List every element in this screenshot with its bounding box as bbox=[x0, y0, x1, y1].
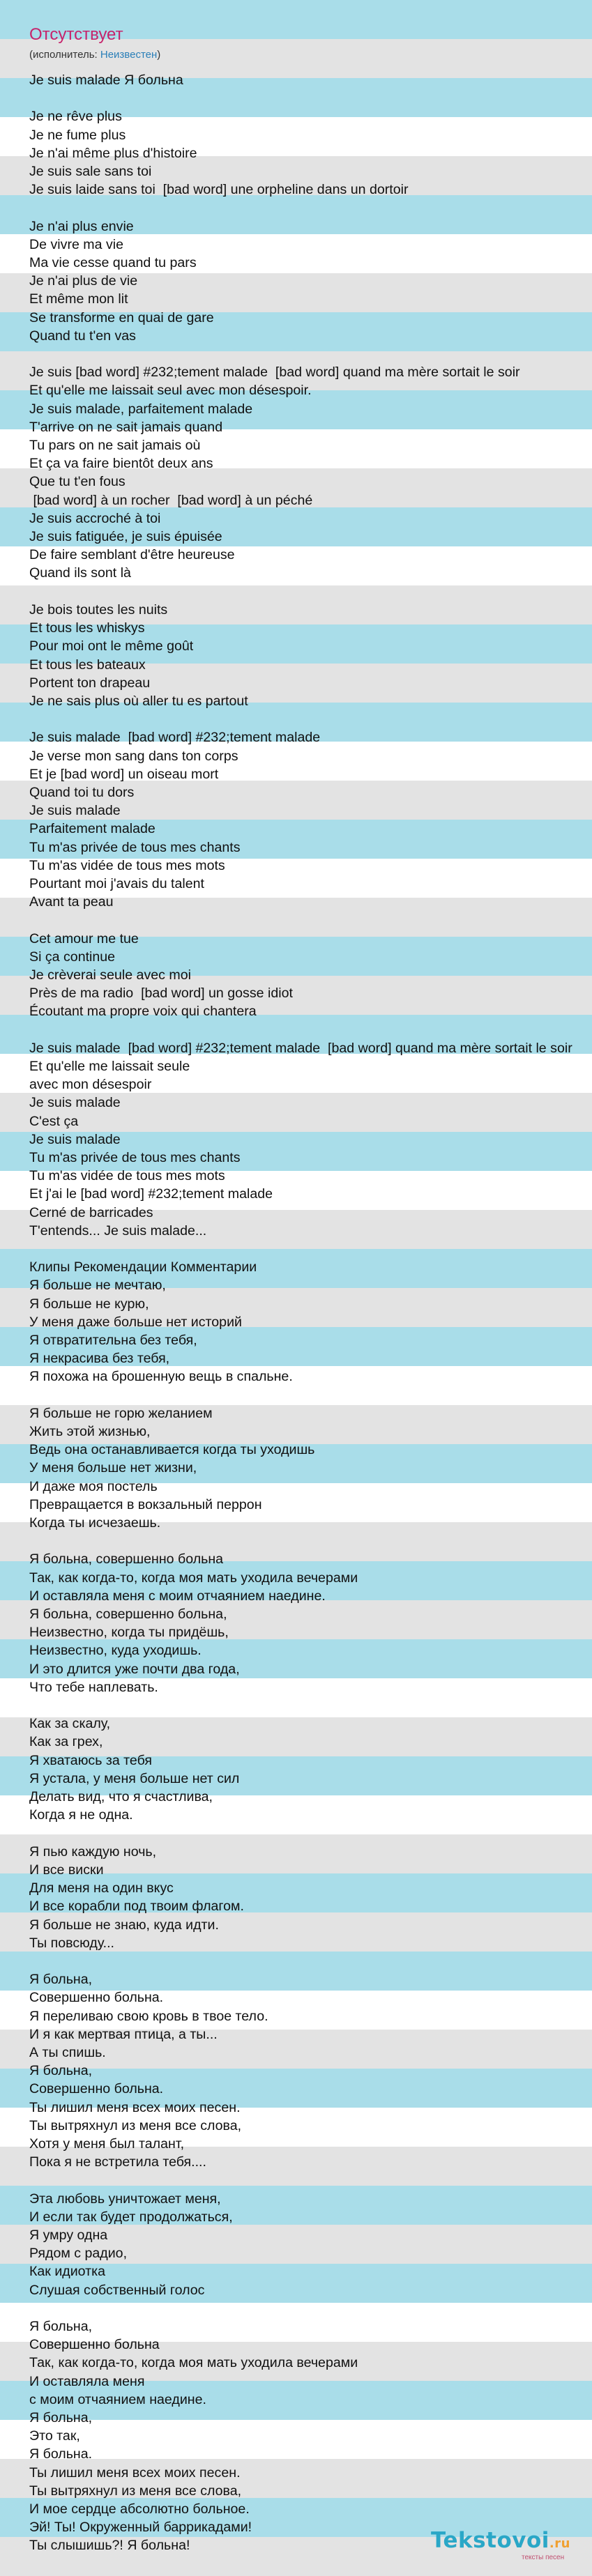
lyrics-line: И это длится уже почти два года, bbox=[29, 1661, 240, 1677]
lyrics-line: Неизвестно, куда уходишь. bbox=[29, 1643, 202, 1659]
lyrics-line: Превращается в вокзальный перрон bbox=[29, 1496, 262, 1512]
lyrics-blank-line bbox=[29, 1532, 587, 1550]
lyrics-line: Et j'ai le [bad word] #232;tement malade bbox=[29, 1186, 273, 1202]
lyrics-line: И даже моя постель bbox=[29, 1478, 158, 1494]
lyrics-line: Je suis accroché à toi bbox=[29, 510, 161, 526]
lyrics-line: Et je [bad word] un oiseau mort bbox=[29, 766, 219, 782]
lyrics-line: Je suis malade [bad word] #232;tement malade bbox=[29, 730, 321, 746]
lyrics-line: Это так, bbox=[29, 2428, 80, 2444]
lyrics-line: Ma vie cesse quand tu pars bbox=[29, 255, 197, 271]
lyrics-line: Клипы Рекомендации Комментарии bbox=[29, 1259, 257, 1275]
lyrics-line: Я отвратительна без тебя, bbox=[29, 1333, 197, 1349]
lyrics-line: avec mon désespoir bbox=[29, 1077, 152, 1093]
artist-prefix: (исполнитель: bbox=[29, 49, 100, 61]
lyrics-line: Я больше не курю, bbox=[29, 1296, 149, 1312]
logo-tld: .ru bbox=[549, 2536, 570, 2551]
lyrics-line: И оставляла меня с моим отчаянием наедине. bbox=[29, 1588, 326, 1604]
lyrics-line: Я больна. bbox=[29, 2446, 93, 2462]
lyrics-line: Je suis [bad word] #232;tement malade [bad word] quand ma mère sortait le soir bbox=[29, 365, 520, 381]
lyrics-line: Что тебе наплевать. bbox=[29, 1679, 158, 1695]
lyrics-line: И оставляла меня bbox=[29, 2373, 145, 2389]
lyrics-line: T'arrive on ne sait jamais quand bbox=[29, 419, 223, 435]
lyrics-blank-line bbox=[29, 345, 587, 363]
lyrics-line: Je suis laide sans toi [bad word] une orpheline dans un dortoir bbox=[29, 182, 409, 198]
lyrics-line: И все корабли под твоим флагом. bbox=[29, 1899, 244, 1915]
lyrics-blank-line bbox=[29, 710, 587, 728]
lyrics-line: Я больше не знаю, куда идти. bbox=[29, 1917, 219, 1933]
lyrics-line: Parfaitement malade bbox=[29, 821, 155, 837]
lyrics-line: Для меня на один вкус bbox=[29, 1880, 174, 1896]
lyrics-blank-line bbox=[29, 1952, 587, 1970]
lyrics-line: Et même mon lit bbox=[29, 291, 128, 307]
lyrics-line: Que tu t'en fous bbox=[29, 474, 126, 490]
lyrics-line: Pourtant moi j'avais du talent bbox=[29, 875, 204, 891]
lyrics-line: Cet amour me tue bbox=[29, 930, 139, 946]
artist-link[interactable]: Неизвестен bbox=[100, 49, 158, 61]
lyrics-line: Я больна, совершенно больна, bbox=[29, 1607, 227, 1623]
lyrics-line: И я как мертвая птица, а ты... bbox=[29, 2026, 218, 2042]
lyrics-blank-line bbox=[29, 911, 587, 929]
lyrics-line: Эй! Ты! Окруженный баррикадами! bbox=[29, 2520, 252, 2536]
lyrics-line: Я некрасива без тебя, bbox=[29, 1351, 170, 1367]
lyrics-line: Et qu'elle me laissait seule bbox=[29, 1058, 190, 1074]
lyrics-line: Я больше не мечтаю, bbox=[29, 1278, 166, 1294]
lyrics-line: Я похожа на брошенную вещь в спальне. bbox=[29, 1369, 293, 1385]
lyrics-line: Ты повсюду... bbox=[29, 1935, 114, 1951]
logo-tagline: тексты песен bbox=[522, 2554, 565, 2561]
lyrics-line: Et ça va faire bientôt deux ans bbox=[29, 456, 213, 472]
lyrics-line: Et qu'elle me laissait seul avec mon désespoir. bbox=[29, 383, 312, 399]
lyrics-line: Tu m'as privée de tous mes chants bbox=[29, 839, 241, 855]
lyrics-blank-line bbox=[29, 1240, 587, 1258]
lyrics-line: Когда я не одна. bbox=[29, 1807, 133, 1823]
lyrics-line: Je suis malade, parfaitement malade bbox=[29, 401, 253, 417]
lyrics-line: И все виски bbox=[29, 1862, 104, 1878]
lyrics-line: Je n'ai plus envie bbox=[29, 218, 134, 234]
lyrics-line: Пока я не встретила тебя.... bbox=[29, 2154, 206, 2170]
lyrics-line: Tu m'as vidée de tous mes mots bbox=[29, 857, 225, 873]
lyrics-line: [bad word] à un rocher [bad word] à un péché bbox=[29, 492, 313, 508]
lyrics-line: Неизвестно, когда ты придёшь, bbox=[29, 1625, 229, 1641]
lyrics-line: Tu m'as privée de tous mes chants bbox=[29, 1149, 241, 1165]
lyrics-line: Je ne rêve plus bbox=[29, 109, 122, 125]
lyrics-line: Je crèverai seule avec moi bbox=[29, 967, 191, 983]
lyrics-line: Je bois toutes les nuits bbox=[29, 601, 168, 618]
lyrics-blank-line bbox=[29, 2299, 587, 2317]
lyrics-line: Я устала, у меня больше нет сил bbox=[29, 1770, 240, 1786]
lyrics-line: Так, как когда-то, когда моя мать уходила вечерами bbox=[29, 1570, 358, 1586]
lyrics-line: Je n'ai même plus d'histoire bbox=[29, 145, 197, 161]
lyrics-line: У меня больше нет жизни, bbox=[29, 1460, 197, 1476]
lyrics-line: Совершенно больна. bbox=[29, 2081, 164, 2097]
lyrics-blank-line bbox=[29, 1021, 587, 1039]
lyrics-line: Делать вид, что я счастлива, bbox=[29, 1789, 213, 1805]
logo-name: Tekstovoi bbox=[431, 2528, 549, 2553]
artist-suffix: ) bbox=[157, 49, 161, 61]
lyrics-blank-line bbox=[29, 1825, 587, 1843]
lyrics-line: Pour moi ont le même goût bbox=[29, 638, 194, 654]
lyrics-line: Et tous les whiskys bbox=[29, 620, 145, 636]
lyrics-line: Je suis malade bbox=[29, 1131, 121, 1147]
lyrics-line: Cerné de barricades bbox=[29, 1204, 153, 1220]
lyrics-line: Как за скалу, bbox=[29, 1716, 111, 1732]
lyrics-line: Когда ты исчезаешь. bbox=[29, 1515, 161, 1531]
lyrics-line: У меня даже больше нет историй bbox=[29, 1314, 242, 1330]
lyrics-line: с моим отчаянием наедине. bbox=[29, 2391, 206, 2407]
lyrics-blank-line bbox=[29, 1696, 587, 1715]
lyrics-line: А ты спишь. bbox=[29, 2044, 106, 2060]
artist-line bbox=[29, 49, 160, 61]
lyrics-line: Si ça continue bbox=[29, 949, 116, 965]
lyrics-line: Так, как когда-то, когда моя мать уходила вечерами bbox=[29, 2355, 358, 2371]
lyrics-line: Слушая собственный голос bbox=[29, 2282, 205, 2298]
lyrics-line: Я больна, bbox=[29, 2318, 93, 2334]
lyrics-line: Хотя у меня был талант, bbox=[29, 2136, 185, 2152]
lyrics-line: Je verse mon sang dans ton corps bbox=[29, 748, 238, 764]
lyrics-line: Quand tu t'en vas bbox=[29, 328, 136, 344]
lyrics-line: Je n'ai plus de vie bbox=[29, 273, 138, 289]
lyrics-blank-line bbox=[29, 89, 587, 107]
lyrics-line: Как за грех, bbox=[29, 1734, 103, 1750]
lyrics-line: Près de ma radio [bad word] un gosse idiot bbox=[29, 986, 293, 1002]
lyrics-line: Ты вытряхнул из меня все слова, bbox=[29, 2117, 242, 2133]
lyrics-line: Portent ton drapeau bbox=[29, 675, 151, 691]
lyrics-line: Совершенно больна. bbox=[29, 1990, 164, 2006]
lyrics-line: И мое сердце абсолютно больное. bbox=[29, 2501, 250, 2517]
lyrics-line: Я хватаюсь за тебя bbox=[29, 1752, 152, 1768]
lyrics-line: Я больше не горю желанием bbox=[29, 1405, 213, 1421]
lyrics-line: Я больна, совершенно больна bbox=[29, 1551, 224, 1567]
lyrics-line: Эта любовь уничтожает меня, bbox=[29, 2191, 221, 2207]
lyrics-line: Tu m'as vidée de tous mes mots bbox=[29, 1168, 225, 1184]
lyrics-line: Рядом с радио, bbox=[29, 2246, 128, 2262]
lyrics-blank-line bbox=[29, 583, 587, 601]
lyrics-text bbox=[29, 71, 587, 2555]
lyrics-line: Je suis malade bbox=[29, 1095, 121, 1111]
lyrics-line: Je suis malade [bad word] #232;tement malade [bad word] quand ma mère sortait le soir bbox=[29, 1040, 572, 1056]
lyrics-line: Tu pars on ne sait jamais où bbox=[29, 438, 201, 454]
lyrics-blank-line bbox=[29, 2171, 587, 2189]
lyrics-line: T'entends... Je suis malade... bbox=[29, 1222, 207, 1239]
lyrics-line: Je ne sais plus où aller tu es partout bbox=[29, 693, 248, 709]
lyrics-line: Я умру одна bbox=[29, 2227, 108, 2243]
lyrics-line: Как идиотка bbox=[29, 2264, 105, 2280]
lyrics-line: Совершенно больна bbox=[29, 2337, 160, 2353]
lyrics-line: De vivre ma vie bbox=[29, 236, 124, 252]
lyrics-line: Écoutant ma propre voix qui chantera bbox=[29, 1004, 257, 1020]
lyrics-line: Я больна, bbox=[29, 2063, 93, 2079]
lyrics-line: Je ne fume plus bbox=[29, 127, 126, 143]
lyrics-line: Je suis fatiguée, je suis épuisée bbox=[29, 529, 222, 545]
lyrics-line: Je suis malade bbox=[29, 803, 121, 819]
lyrics-blank-line bbox=[29, 199, 587, 217]
lyrics-line: Ведь она останавливается когда ты уходишь bbox=[29, 1442, 315, 1458]
lyrics-line: Я больна, bbox=[29, 1972, 93, 1988]
lyrics-line: Avant ta peau bbox=[29, 894, 114, 910]
lyrics-line: Je suis malade Я больна bbox=[29, 72, 183, 88]
lyrics-line: Je suis sale sans toi bbox=[29, 164, 152, 180]
lyrics-line: Ты лишил меня всех моих песен. bbox=[29, 2099, 241, 2115]
lyrics-line: De faire semblant d'être heureuse bbox=[29, 547, 235, 563]
page-title: Отсутствует bbox=[29, 25, 123, 44]
lyrics-line: Se transforme en quai de gare bbox=[29, 309, 214, 325]
lyrics-line: Я больна, bbox=[29, 2410, 93, 2425]
lyrics-line: Я переливаю свою кровь в твое тело. bbox=[29, 2008, 268, 2024]
lyrics-line: Ты слышишь?! Я больна! bbox=[29, 2538, 190, 2554]
lyrics-line: Quand toi tu dors bbox=[29, 784, 135, 800]
lyrics-line: Ты лишил меня всех моих песен. bbox=[29, 2464, 241, 2481]
lyrics-line: Et tous les bateaux bbox=[29, 657, 146, 673]
lyrics-line: Ты вытряхнул из меня все слова, bbox=[29, 2483, 242, 2499]
lyrics-line: Quand ils sont là bbox=[29, 565, 131, 581]
lyrics-line: И если так будет продолжаться, bbox=[29, 2209, 233, 2225]
lyrics-line: C'est ça bbox=[29, 1113, 79, 1129]
lyrics-blank-line bbox=[29, 1386, 587, 1404]
lyrics-line: Жить этой жизнью, bbox=[29, 1424, 151, 1440]
lyrics-line: Я пью каждую ночь, bbox=[29, 1843, 157, 1860]
